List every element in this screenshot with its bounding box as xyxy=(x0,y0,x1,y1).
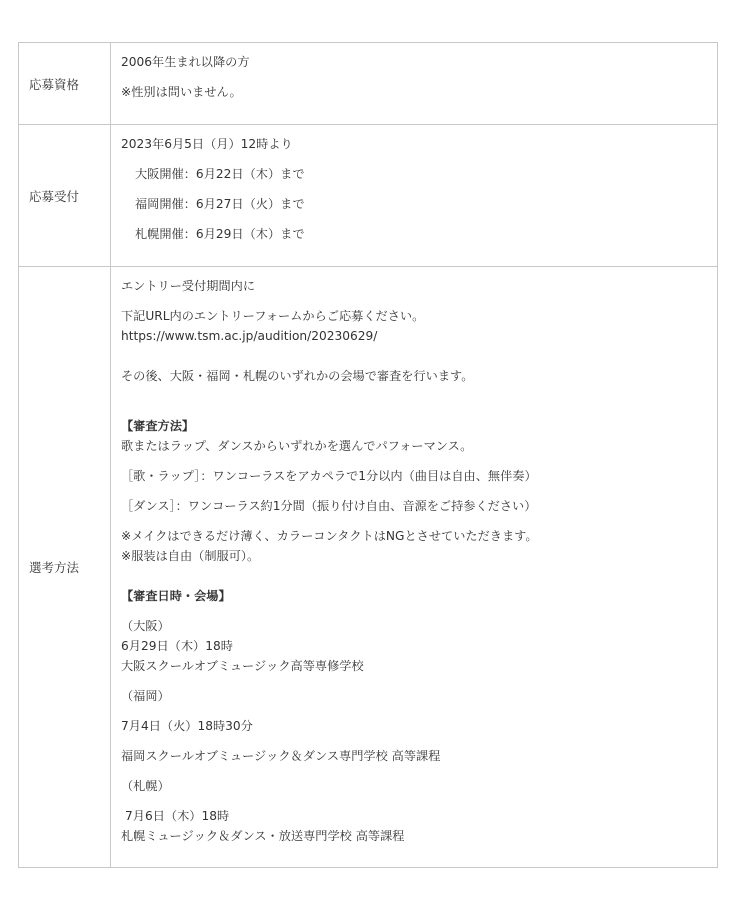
row-label-eligibility: 応募資格 xyxy=(19,43,111,124)
row-label-selection: 選考方法 xyxy=(19,267,111,867)
application-sapporo-deadline: 札幌開催：6月29日（木）まで xyxy=(135,227,305,241)
selection-text: ［歌・ラップ］：ワンコーラスをアカペラで1分以内（曲目は自由、無伴奏） xyxy=(121,469,537,483)
venue-region-fukuoka: （福岡） xyxy=(121,689,170,703)
selection-text: ※メイクはできるだけ薄く、カラーコンタクトはNGとさせていただきます。 xyxy=(121,529,538,543)
venue-date-osaka: 6月29日（木）18時 xyxy=(121,639,233,653)
selection-text: その後、大阪・福岡・札幌のいずれかの会場で審査を行います。 xyxy=(121,369,474,383)
selection-text: エントリー受付期間内に xyxy=(121,279,256,293)
selection-text: ※服装は自由（制服可）。 xyxy=(121,549,260,563)
venue-date-fukuoka: 7月4日（火）18時30分 xyxy=(121,719,253,733)
selection-text: ［ダンス］：ワンコーラス約1分間（振り付け自由、音源をご持参ください） xyxy=(121,499,537,513)
venue-region-osaka: （大阪） xyxy=(121,619,170,633)
row-content-application xyxy=(111,125,717,266)
section-heading-schedule-venue: 【審査日時・会場】 xyxy=(121,589,231,603)
eligibility-age: 2006年生まれ以降の方 xyxy=(121,55,250,69)
venue-name-fukuoka: 福岡スクールオブミュージック＆ダンス専門学校 高等課程 xyxy=(121,749,441,763)
row-label-application: 応募受付 xyxy=(19,125,111,266)
entry-url-link[interactable]: https://www.tsm.ac.jp/audition/20230629/ xyxy=(121,329,378,343)
table-row xyxy=(19,266,717,867)
application-osaka-deadline: 大阪開催：6月22日（木）まで xyxy=(135,167,305,181)
row-content-eligibility xyxy=(111,43,717,124)
venue-date-sapporo: 7月6日（木）18時 xyxy=(125,809,230,823)
table-row xyxy=(19,124,717,266)
info-table xyxy=(18,42,718,868)
table-row xyxy=(19,43,717,124)
application-fukuoka-deadline: 福岡開催：6月27日（火）まで xyxy=(135,197,305,211)
selection-text: 歌またはラップ、ダンスからいずれかを選んでパフォーマンス。 xyxy=(121,439,473,453)
eligibility-gender-note: ※性別は問いません。 xyxy=(121,85,242,99)
row-content-selection xyxy=(111,267,717,867)
venue-region-sapporo: （札幌） xyxy=(121,779,170,793)
section-heading-review-method: 【審査方法】 xyxy=(121,419,195,433)
selection-text: 下記URL内のエントリーフォームからご応募ください。 xyxy=(121,309,425,323)
venue-name-sapporo: 札幌ミュージック＆ダンス・放送専門学校 高等課程 xyxy=(121,829,405,843)
venue-name-osaka: 大阪スクールオブミュージック高等専修学校 xyxy=(121,659,364,673)
application-start: 2023年6月5日（月）12時より xyxy=(121,137,293,151)
